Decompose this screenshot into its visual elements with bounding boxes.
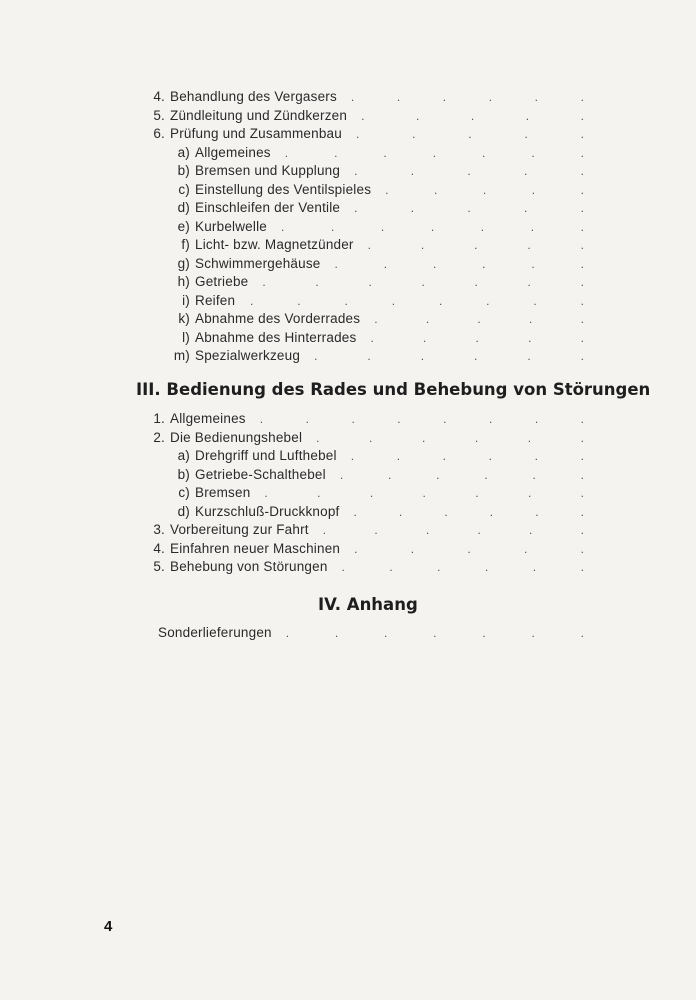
leader-dots: . . . . . . [353,504,584,519]
leader-dots: . . . . . . . . [250,293,584,308]
leader-dots: . . . . . . [316,430,584,445]
toc-entry-number: i) [182,292,190,308]
leader-dots: . . . . . . [339,467,584,482]
toc-entry-number: d) [177,503,190,519]
toc-entry-number: f) [181,237,190,252]
leader-dots: . . . . . . . . [259,412,584,426]
toc-entry-title: Kurbelwelle [195,218,267,234]
leader-dots: . . . . . . . [285,626,584,640]
toc-entry-title: Einstellung des Ventilspieles [195,181,372,197]
toc-entry-title: Die Bedienungshebel [170,429,303,445]
leader-dots: . . . . . [354,201,584,215]
leader-dots: . . . . . [354,541,584,556]
toc-entry-number: b) [177,466,190,482]
toc-entry-number: a) [177,448,190,463]
toc-entry-title: Einschleifen der Ventile [195,200,341,215]
page-number: 4 [104,918,113,935]
leader-dots: . . . . . [367,238,584,252]
toc-entry-title: Vorbereitung zur Fahrt [170,522,309,537]
toc-entry-title: Allgemeines [170,411,246,426]
leader-dots: . . . . . [361,108,584,123]
toc-entry-number: m) [173,348,190,363]
toc-entry-title: Schwimmergehäuse [195,255,321,271]
toc-entry-title: Prüfung und Zusammenbau [170,126,342,141]
toc-entry-number: 5. [153,559,165,574]
toc-entry-number: h) [177,274,190,289]
toc-entry-number: l) [182,329,190,345]
toc-entry-title: Zündleitung und Zündkerzen [170,107,348,123]
toc-entry-number: c) [178,485,190,500]
leader-dots: . . . . . [374,312,584,326]
toc-entry-number: 4. [153,540,165,556]
leader-dots: . . . . . [370,330,584,345]
toc-entry-number: g) [177,255,190,271]
toc-entry-number: 6. [153,126,165,141]
toc-entry-title: Licht- bzw. Magnetzünder [195,237,354,252]
leader-dots: . . . . . [355,127,584,141]
leader-dots: . . . . . . [350,449,584,463]
leader-dots: . . . . . . . [281,219,584,234]
leader-dots: . . . . . . . [264,486,584,500]
toc-entry-title: Spezialwerkzeug [195,348,301,363]
toc-entry-title: Bremsen und Kupplung [195,163,341,178]
leader-dots: . . . . . [385,182,584,197]
toc-entry-title: Behandlung des Vergasers [170,89,337,104]
leader-dots: . . . . . . . [262,275,584,289]
toc-entry-title: Kurzschluß-Druckknopf [195,503,340,519]
toc-entry-title: Abnahme des Hinterrades [195,329,357,345]
toc-entry-number: a) [177,144,190,160]
leader-dots: . . . . . . [341,560,584,574]
toc-entry-title: Getriebe-Schalthebel [195,466,326,482]
section-iii-heading: III. Bedienung des Rades und Behebung von Störungen [136,380,651,399]
toc-entry-number: 3. [153,522,165,537]
toc-entry-number: 4. [153,89,165,104]
leader-dots: . . . . . . . [284,145,584,160]
leader-dots: . . . . . . [314,349,584,363]
toc-entry-number: d) [177,200,190,215]
toc-entry-title: Einfahren neuer Maschinen [170,540,341,556]
toc-entry-title: Reifen [195,292,236,308]
toc-entry-title: Abnahme des Vorderrades [195,311,361,326]
toc-entry-number: 2. [153,429,165,445]
toc-entry-title: Allgemeines [195,144,271,160]
toc-entry-title: Sonderlieferungen [158,625,272,640]
toc-entry-title: Behebung von Störungen [170,559,328,574]
toc-entry-number: 1. [153,411,165,426]
toc-entry-number: k) [178,311,190,326]
toc-entry-title: Bremsen [195,485,251,500]
toc-entry-number: b) [177,163,190,178]
toc-entry-number: e) [177,218,190,234]
leader-dots: . . . . . [354,164,584,178]
toc-entry-number: c) [178,181,190,197]
leader-dots: . . . . . . [334,256,584,271]
toc-entry-title: Drehgriff und Lufthebel [195,448,337,463]
leader-dots: . . . . . . [350,90,584,104]
toc-entry-title: Getriebe [195,274,249,289]
leader-dots: . . . . . . [322,523,584,537]
toc-entry-number: 5. [153,107,165,123]
section-iv-heading: IV. Anhang [318,595,418,614]
